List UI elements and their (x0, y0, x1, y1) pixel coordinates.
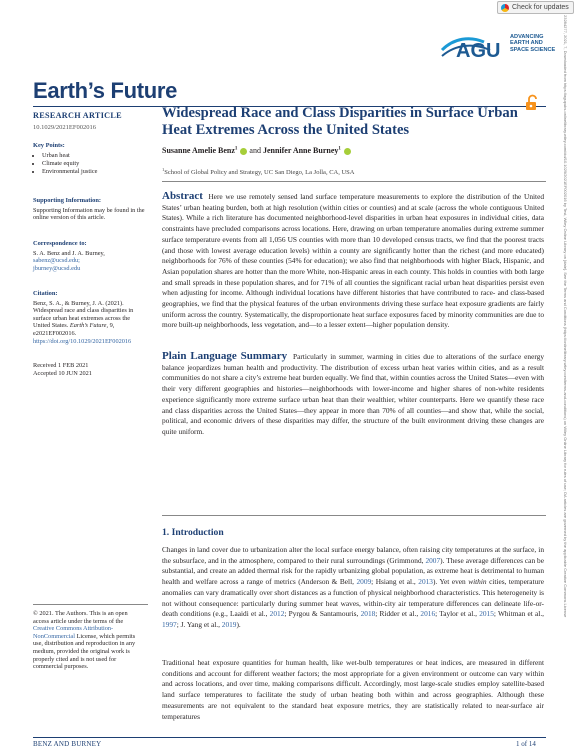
citation-link[interactable]: 2016 (420, 609, 436, 619)
page-number: 1 of 14 (516, 740, 536, 748)
key-points-heading: Key Points: (33, 142, 65, 149)
citation-journal: Earth’s Future, (69, 322, 109, 330)
check-updates-label: Check for updates (512, 4, 569, 11)
agu-tagline-line: SPACE SCIENCE (510, 46, 556, 53)
pls-heading: Plain Language Summary (162, 350, 288, 362)
author-affiliation-sup: 1 (338, 146, 341, 152)
abstract-text: Here we use remotely sensed land surface temperature measurements to explore the distribution of the United States’ urban heating burden, both at high resolution (within cities or counties) and at scale (across the whole contiguous United States). While a rich literature has documented neighborhood-level disparities in urban heat exposures in individual cities, data constraints have precluded comparisons across locations. Here, drawing on urban temperature anomalies during extreme summer surface temperature events from all 1,056 US counties with more than 10 developed census tracts, we find that the poorest tracts (and those with lowest average education levels) within a county are significantly hotter than the richest (and more educated) neighborhoods for 76% of these counties (54% for education); we also find that neighborhoods with higher Black, Hispanic, and Asian population shares are hotter than the more White, non-Hispanic areas in each county. This holds in counties with both large and small spreads in these population shares, and for 71% of all counties the significant racial urban heat disparities persist even when adjusting for income. Although individual locations have different histories that have contributed to race- and class-based geographies, we find that the physical features of the urban environments driving these surface heat exposure gradients are fairly uniform across the country. Systematically, the disproportionate heat surface exposures faced by minority communities are due to more built-up neighborhoods, less vegetation, and—to a lesser extent—higher population density. (162, 192, 544, 330)
affiliation-divider (162, 181, 546, 182)
orcid-icon[interactable] (344, 148, 351, 155)
citation-link[interactable]: 2018 (360, 609, 376, 619)
intro-text: cities, temperature anomalies can vary dramatically over short distances as a function of physical neighborhood characteristics. This heterogeneity is not without consequence: particularly during summer heat waves, within-city air temperature differences can delineate life-or-death conditions (e.g., Laaidi et al., (162, 577, 544, 619)
affiliation-text: School of Global Policy and Strategy, UC San Diego, La Jolla, CA, USA (164, 169, 355, 177)
journal-title: Earth’s Future (33, 78, 178, 103)
citation-heading: Citation: (33, 290, 58, 297)
agu-tagline-line: EARTH AND (510, 40, 543, 47)
intro-text: ; Whitman et al., (493, 609, 545, 619)
correspondence-names: S. A. Benz and J. A. Burney, (33, 249, 105, 257)
intro-text: Changes in land cover due to urbanization alter the local surface energy balance, often raising city temperatures at the surface, in the subsurface, and in the atmosphere, compared to their rural surroundings (Grimmond, (162, 545, 544, 565)
abstract (162, 190, 544, 331)
key-point-item: • Urban heat (42, 152, 145, 160)
citation-link[interactable]: 2007 (425, 555, 441, 565)
supporting-info-section (33, 197, 145, 222)
author-line (162, 146, 351, 155)
author-name: Jennifer Anne Burney (262, 146, 339, 155)
citation-link[interactable]: 2012 (269, 609, 285, 619)
email-link[interactable]: jburney@ucsd.edu (33, 264, 81, 272)
plain-language-summary (162, 350, 544, 438)
article-type: RESEARCH ARTICLE (33, 111, 122, 120)
citation-link[interactable]: 2015 (479, 609, 494, 619)
license-link[interactable]: Creative Commons Attribution-NonCommercial (33, 625, 114, 640)
crossmark-icon (501, 4, 509, 12)
citation-link[interactable]: 2019 (221, 619, 237, 629)
citation-doi-link[interactable]: https://doi.org/10.1029/2021EF002016 (33, 337, 132, 345)
intro-text: ; Pyrgou & Santamouris, (284, 609, 359, 619)
intro-paragraph: Traditional heat exposure quantities for human health, like wet-bulb temperatures or heat indices, are measured in different conditions and account for different weather factors; the most appropriate for a given environment or outcome can vary within and across locations, and over time, making comparisons difficult. Accordingly, most large-scale studies employ satellite-based land surface temperatures to facilitate the study of urban heating both within and across geographies. Although these measurements are not equivalent to the standard heat exposure metrics, they are statistically related to near-surface air temperatures (162, 658, 544, 721)
orcid-icon[interactable] (240, 148, 247, 155)
correspondence-section (33, 240, 145, 272)
citation-text (33, 300, 145, 346)
pls-text: Particularly in summer, warming in cities due to alterations of the surface energy balance jeopardizes human health and productivity. The distribution of excess urban heat varies within cities, and as a result communities do not share a city’s extreme heat burden equally. We find that, within counties across the United States—even with their very different geographies and histories—neighborhoods with lower-income and higher shares of non-white residents experience significantly more extreme surface urban heat than their wealthier, whiter counterparts. Here we quantify these race and class disparities across the United States—they appear in more than 70% of all counties—and show that, while the social, political, and economic drivers of these disparities may differ, the structure of the built environment driving these changes are quite uniform. (162, 352, 545, 436)
doi-text: 10.1029/2021EF002016 (33, 124, 97, 131)
license-text (33, 610, 141, 671)
license-divider (33, 604, 148, 605)
intro-paragraph (162, 545, 544, 631)
affiliation-sup: 1 (162, 167, 165, 172)
check-for-updates-button[interactable] (497, 1, 574, 14)
citation-link[interactable]: 1997 (162, 619, 177, 629)
intro-text: ). (236, 619, 241, 629)
author-name: Susanne Amelie Benz (162, 146, 235, 155)
download-note-text: 23284277, 2021, 7, Downloaded from https://agupubs.onlinelibrary.wiley.com/doi/10.1029/2021EF002016 by Test, Wiley Online Library on [date]. See the Terms and Conditions (https://onlinelibrary.wiley.com/terms-and-conditions) on Wiley Online Library for rules of use; OA articles are governed by the applicable Creative Commons License (563, 15, 568, 618)
author-affiliation-sup: 1 (234, 146, 238, 152)
download-note (560, 15, 568, 705)
intro-text: ). These average differences can be substantial, and create an added thermal risk for the rapidly urbanizing global population, as extreme heat is detrimental to human health and welfare across a range of metrics (Anderson & Bell, (162, 555, 544, 587)
dates-section (33, 362, 145, 377)
intro-text: ; Hsiang et al., (371, 577, 416, 587)
citation-rest: 9, e2021EF002016. (33, 322, 115, 337)
agu-tagline-line: ADVANCING (510, 34, 544, 40)
citation-link[interactable]: 2013 (418, 577, 433, 587)
key-point-item: • Climate equity (42, 160, 145, 168)
supporting-info-text: Supporting Information may be found in the online version of this article. (33, 206, 145, 222)
author-separator: and (249, 146, 261, 155)
accepted-date: Accepted 10 JUN 2021 (33, 369, 92, 377)
email-link[interactable]: sabenz@ucsd.edu; (33, 257, 80, 265)
section-divider (162, 515, 546, 516)
license-intro: © 2021. The Authors. This is an open access article under the terms of the (33, 610, 128, 625)
footer-authors: BENZ AND BURNEY (33, 740, 102, 748)
agu-tagline (510, 34, 560, 53)
agu-logo-text: AGU (456, 40, 501, 62)
intro-emphasis: within (468, 577, 487, 587)
citation-link[interactable]: 2009 (356, 577, 372, 587)
license-rest: License, which permits use, distribution and reproduction in any medium, provided the original work is properly cited and is not used for commercial purposes. (33, 632, 136, 671)
key-point-item: • Environmental justice (42, 168, 145, 176)
citation-body: Benz, S. A., & Burney, J. A. (2021). Widespread race and class disparities in surface urban heat extremes across the United States. (33, 299, 134, 330)
intro-text: ; Ridder et al., (375, 609, 419, 619)
intro-text: ). Yet even (432, 577, 466, 587)
intro-text: ; Taylor et al., (435, 609, 477, 619)
paper-title: Widespread Race and Class Disparities in Surface Urban Heat Extremes Across the United States (162, 105, 518, 139)
introduction-heading: 1. Introduction (162, 527, 224, 538)
supporting-info-heading: Supporting Information: (33, 197, 102, 204)
citation-section (33, 290, 145, 345)
affiliation (162, 167, 354, 176)
correspondence-heading: Correspondence to: (33, 240, 87, 247)
footer-divider (33, 737, 546, 738)
received-date: Received 1 FEB 2021 (33, 362, 89, 369)
open-access-lock-icon (525, 94, 539, 111)
intro-text: ; J. Yang et al., (176, 619, 220, 629)
abstract-heading: Abstract (162, 190, 203, 202)
key-points-section (33, 142, 145, 176)
